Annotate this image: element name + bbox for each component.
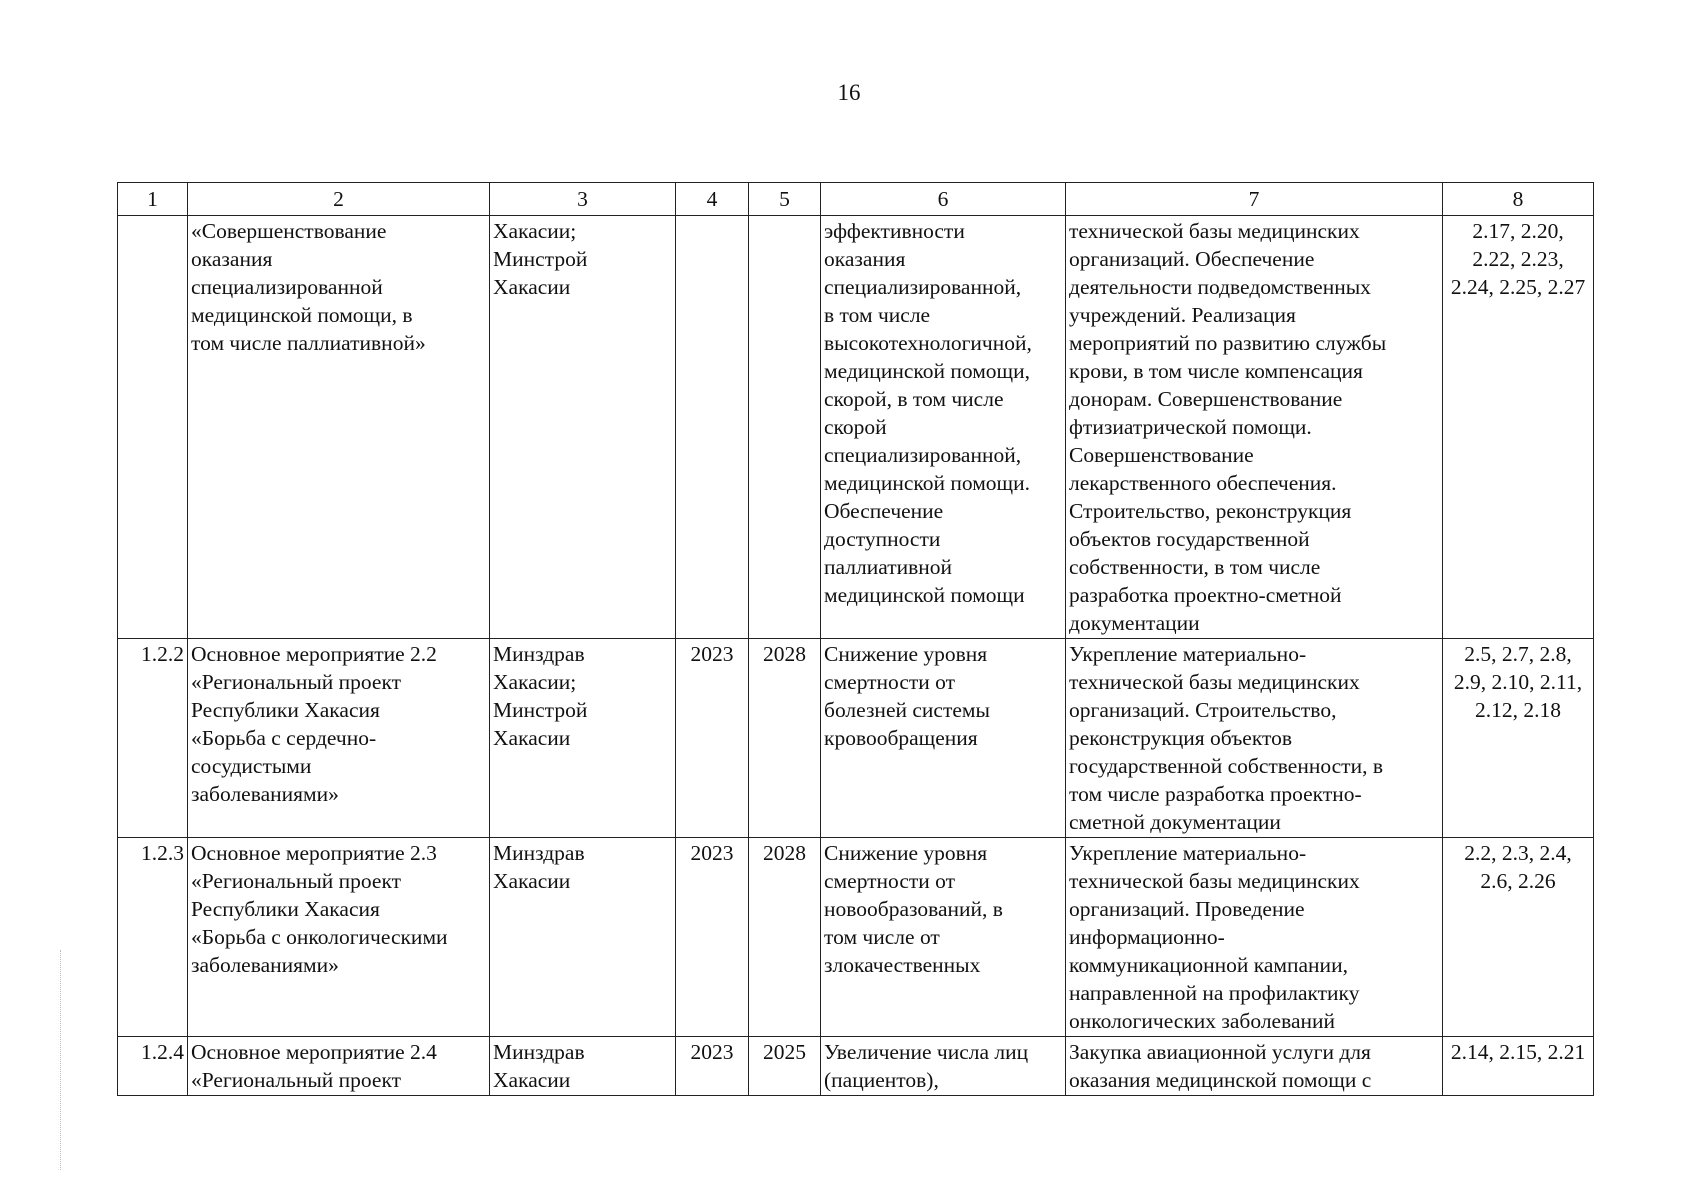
header-cell: 3 <box>490 183 676 216</box>
executor: Минздрав Хакасии <box>490 1037 676 1096</box>
main-directions: Закупка авиационной услуги для оказания медицинской помощи с <box>1066 1037 1443 1096</box>
measure-name: Основное мероприятие 2.2 «Региональный проект Республики Хакасия «Борьба с сердечно- сосудистыми заболеваниями» <box>188 639 490 838</box>
row-number <box>118 216 188 639</box>
expected-result: Снижение уровня смертности от болезней системы кровообращения <box>821 639 1066 838</box>
executor: Минздрав Хакасии; Минстрой Хакасии <box>490 639 676 838</box>
indicators: 2.2, 2.3, 2.4, 2.6, 2.26 <box>1443 838 1594 1037</box>
header-cell: 4 <box>676 183 749 216</box>
executor: Хакасии; Минстрой Хакасии <box>490 216 676 639</box>
expected-result: Снижение уровня смертности от новообразований, в том числе от злокачественных <box>821 838 1066 1037</box>
table-row <box>118 216 1594 639</box>
start-year <box>676 216 749 639</box>
table-row <box>118 639 1594 838</box>
indicators: 2.17, 2.20, 2.22, 2.23, 2.24, 2.25, 2.27 <box>1443 216 1594 639</box>
start-year: 2023 <box>676 838 749 1037</box>
page-number: 16 <box>837 80 861 105</box>
column-number-row <box>118 183 1594 216</box>
table-row <box>118 838 1594 1037</box>
header-cell: 2 <box>188 183 490 216</box>
expected-result: эффективности оказания специализированной, в том числе высокотехнологичной, медицинской помощи, скорой, в том числе скорой специализированной, медицинской помощи. Обеспечение доступности паллиативной медицинской помощи <box>821 216 1066 639</box>
executor: Минздрав Хакасии <box>490 838 676 1037</box>
header-cell: 1 <box>118 183 188 216</box>
program-table <box>117 182 1594 1096</box>
measure-name: Основное мероприятие 2.3 «Региональный проект Республики Хакасия «Борьба с онкологическими заболеваниями» <box>188 838 490 1037</box>
measure-name: «Совершенствование оказания специализированной медицинской помощи, в том числе паллиативной» <box>188 216 490 639</box>
start-year: 2023 <box>676 639 749 838</box>
indicators: 2.14, 2.15, 2.21 <box>1443 1037 1594 1096</box>
row-number: 1.2.4 <box>118 1037 188 1096</box>
table-row <box>118 1037 1594 1096</box>
main-directions: Укрепление материально- технической базы медицинских организаций. Строительство, реконструкция объектов государственной собственности, в том числе разработка проектно- сметной документации <box>1066 639 1443 838</box>
main-directions: Укрепление материально- технической базы медицинских организаций. Проведение информационно- коммуникационной кампании, направленной на профилактику онкологических заболеваний <box>1066 838 1443 1037</box>
expected-result: Увеличение числа лиц (пациентов), <box>821 1037 1066 1096</box>
measure-name: Основное мероприятие 2.4 «Региональный проект <box>188 1037 490 1096</box>
header-cell: 7 <box>1066 183 1443 216</box>
scan-artifact <box>60 950 111 1170</box>
header-cell: 8 <box>1443 183 1594 216</box>
end-year <box>749 216 821 639</box>
start-year: 2023 <box>676 1037 749 1096</box>
row-number: 1.2.3 <box>118 838 188 1037</box>
row-number: 1.2.2 <box>118 639 188 838</box>
header-cell: 6 <box>821 183 1066 216</box>
end-year: 2028 <box>749 639 821 838</box>
end-year: 2025 <box>749 1037 821 1096</box>
header-cell: 5 <box>749 183 821 216</box>
end-year: 2028 <box>749 838 821 1037</box>
indicators: 2.5, 2.7, 2.8, 2.9, 2.10, 2.11, 2.12, 2.18 <box>1443 639 1594 838</box>
main-directions: технической базы медицинских организаций. Обеспечение деятельности подведомственных учреждений. Реализация мероприятий по развитию службы крови, в том числе компенсация донорам. Совершенствование фтизиатрической помощи. Совершенствование лекарственного обеспечения. Строительство, реконструкция объектов государственной собственности, в том числе разработка проектно-сметной документации <box>1066 216 1443 639</box>
